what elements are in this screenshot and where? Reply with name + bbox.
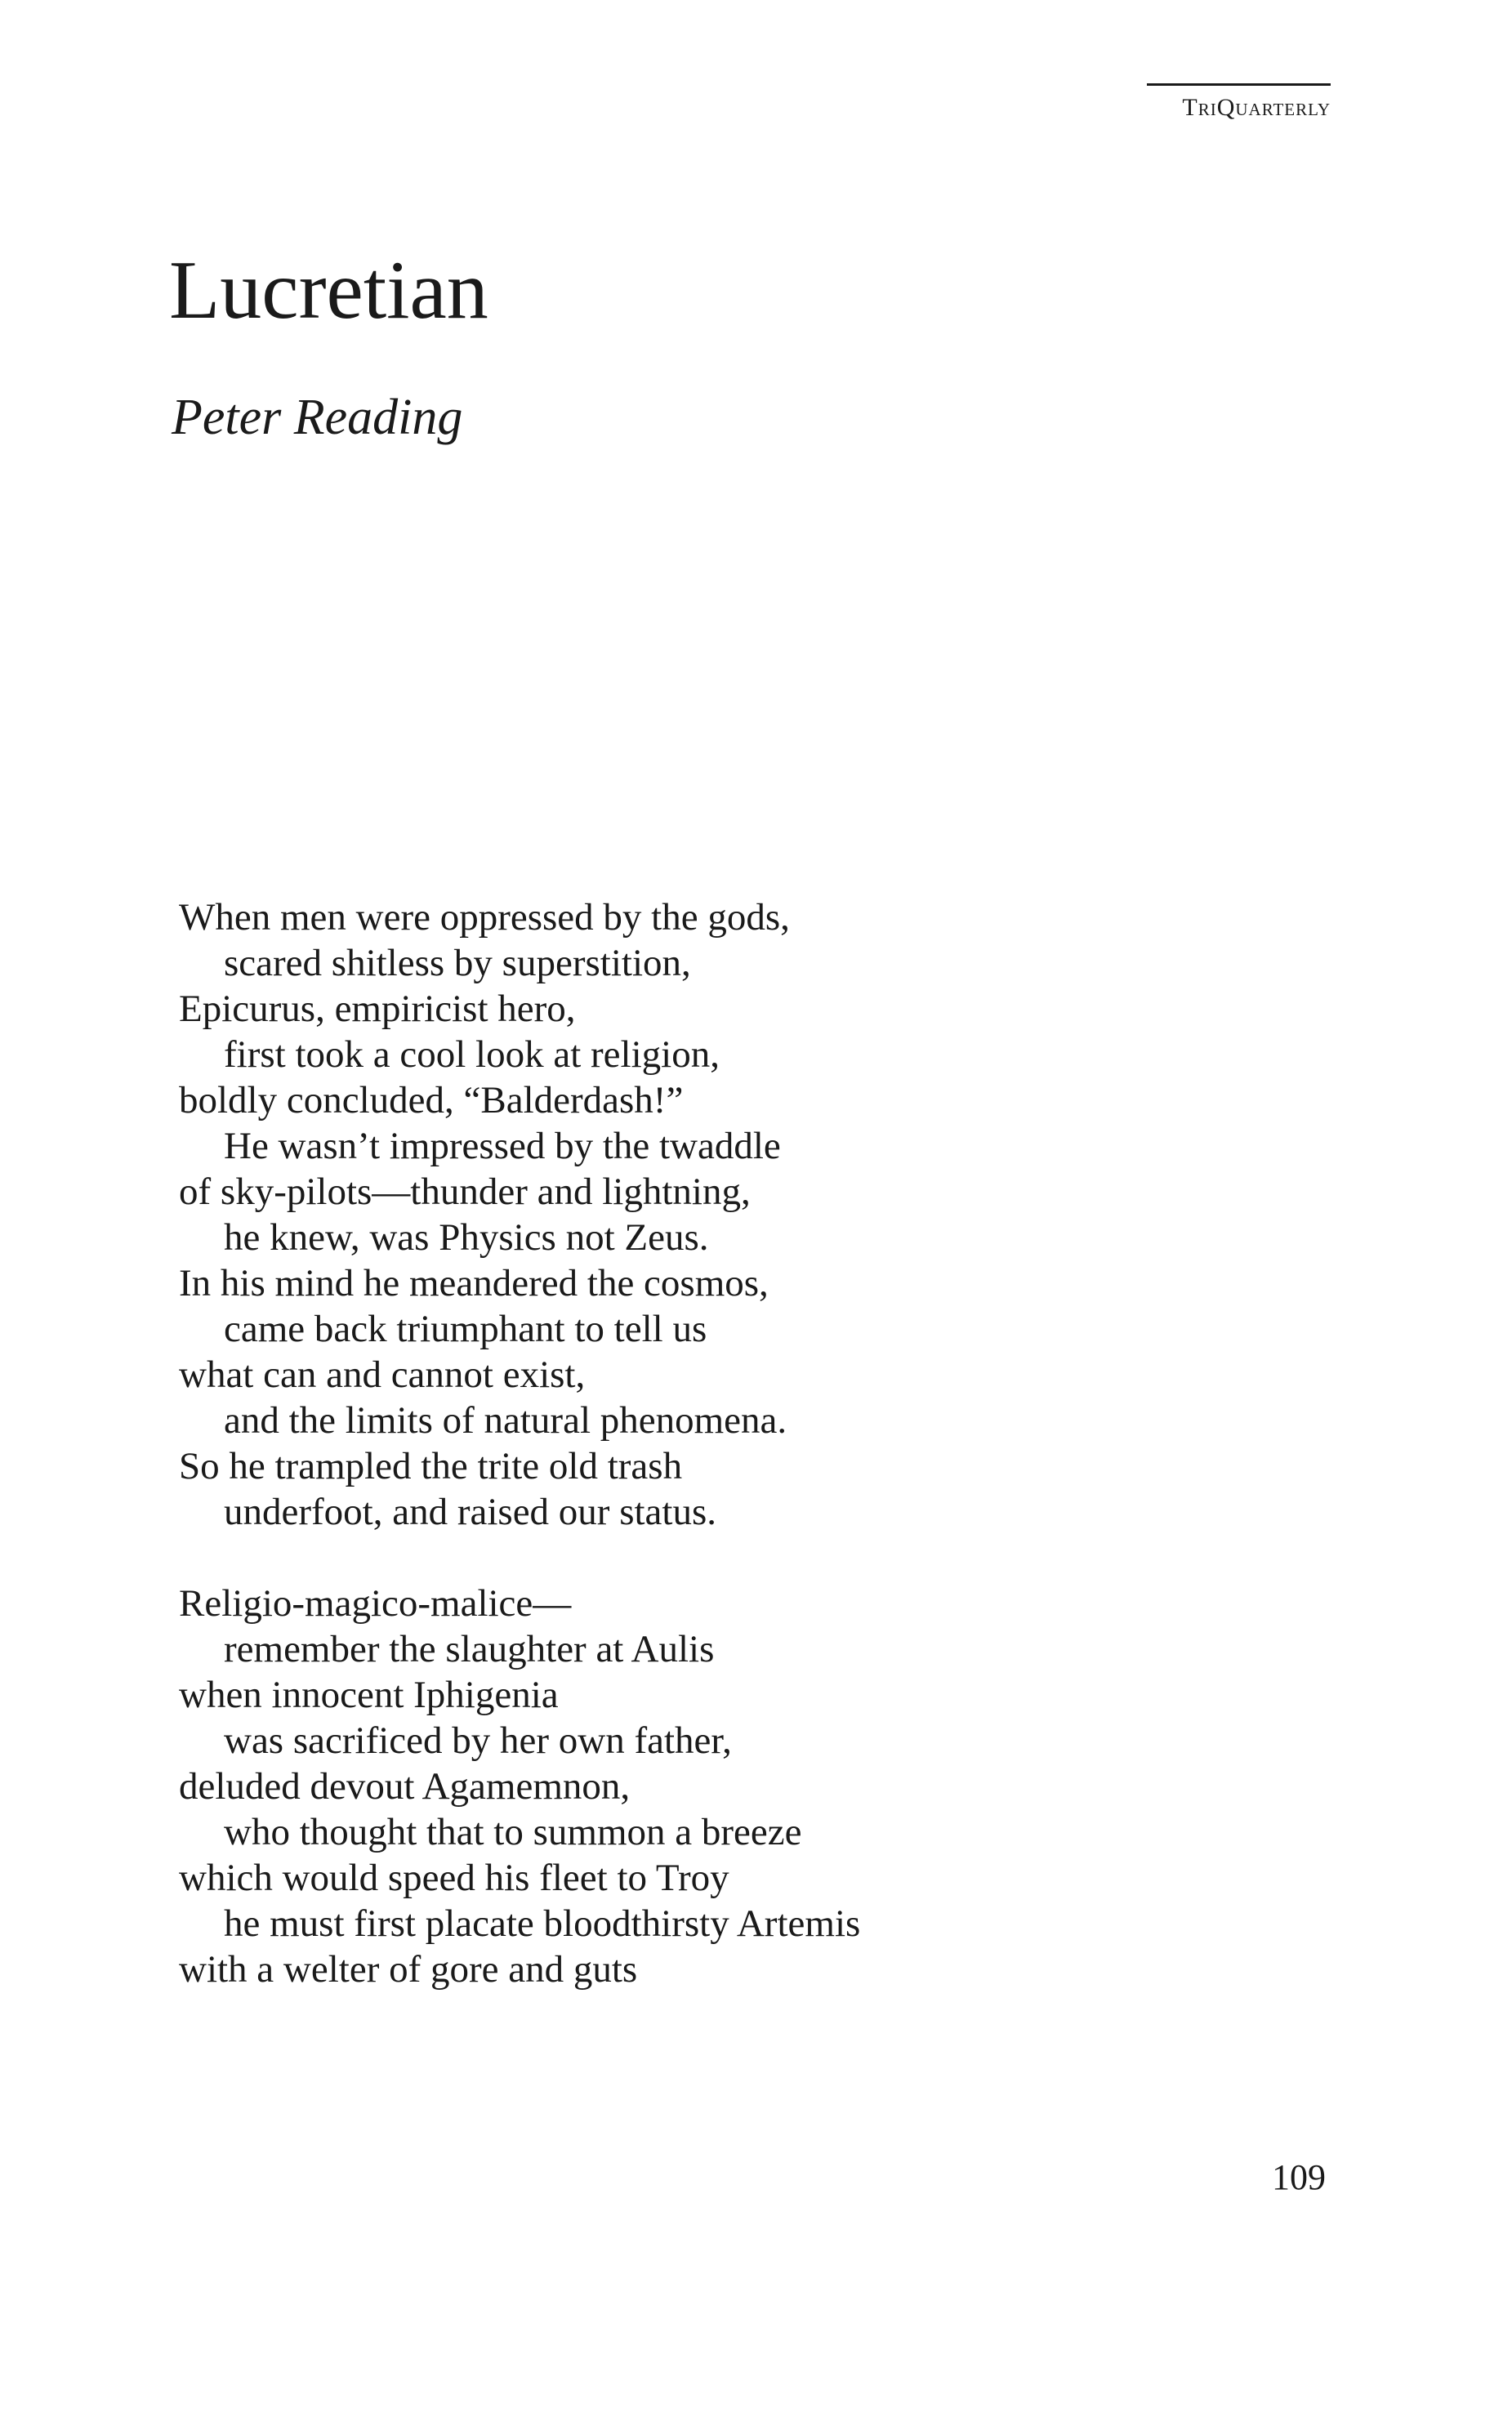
- poem-line: what can and cannot exist,: [179, 1353, 586, 1396]
- journal-name: TriQuarterly: [1182, 94, 1331, 121]
- poem-line: and the limits of natural phenomena.: [224, 1399, 787, 1442]
- poem-line: He wasn’t impressed by the twaddle: [224, 1125, 781, 1167]
- poem-line: In his mind he meandered the cosmos,: [179, 1262, 769, 1304]
- stanza-1: [179, 894, 1363, 1535]
- poem-line: Epicurus, empiricist hero,: [179, 988, 576, 1030]
- poem-line: came back triumphant to tell us: [224, 1308, 707, 1350]
- poem-line: remember the slaughter at Aulis: [224, 1628, 715, 1670]
- poem-line: he knew, was Physics not Zeus.: [224, 1216, 709, 1259]
- poem-line: deluded devout Agamemnon,: [179, 1765, 631, 1808]
- poem-line: boldly concluded, “Balderdash!”: [179, 1079, 684, 1122]
- poem-line: So he trampled the trite old trash: [179, 1445, 683, 1487]
- poem-line: of sky-pilots—thunder and lightning,: [179, 1171, 751, 1213]
- poem-author: Peter Reading: [172, 390, 463, 445]
- poem-line: which would speed his fleet to Troy: [179, 1857, 729, 1899]
- poem-line: underfoot, and raised our status.: [224, 1491, 717, 1533]
- running-head-rule: [1147, 83, 1331, 86]
- running-head: [1147, 83, 1331, 122]
- stanza-2: [179, 1581, 1363, 1992]
- poem-body: [179, 894, 1363, 1992]
- page-number: 109: [1272, 2157, 1326, 2197]
- poem-line: he must first placate bloodthirsty Artemis: [224, 1902, 861, 1945]
- poem-line: When men were oppressed by the gods,: [179, 896, 790, 939]
- poem-line: when innocent Iphigenia: [179, 1674, 559, 1716]
- poem-line: first took a cool look at religion,: [224, 1033, 720, 1076]
- poem-line: who thought that to summon a breeze: [224, 1811, 802, 1853]
- poem-line: Religio-magico-malice—: [179, 1582, 572, 1625]
- poem-line: was sacrificed by her own father,: [224, 1719, 732, 1762]
- poem-line: scared shitless by superstition,: [224, 942, 691, 984]
- poem-line: with a welter of gore and guts: [179, 1948, 638, 1991]
- poem-title: Lucretian: [169, 244, 488, 337]
